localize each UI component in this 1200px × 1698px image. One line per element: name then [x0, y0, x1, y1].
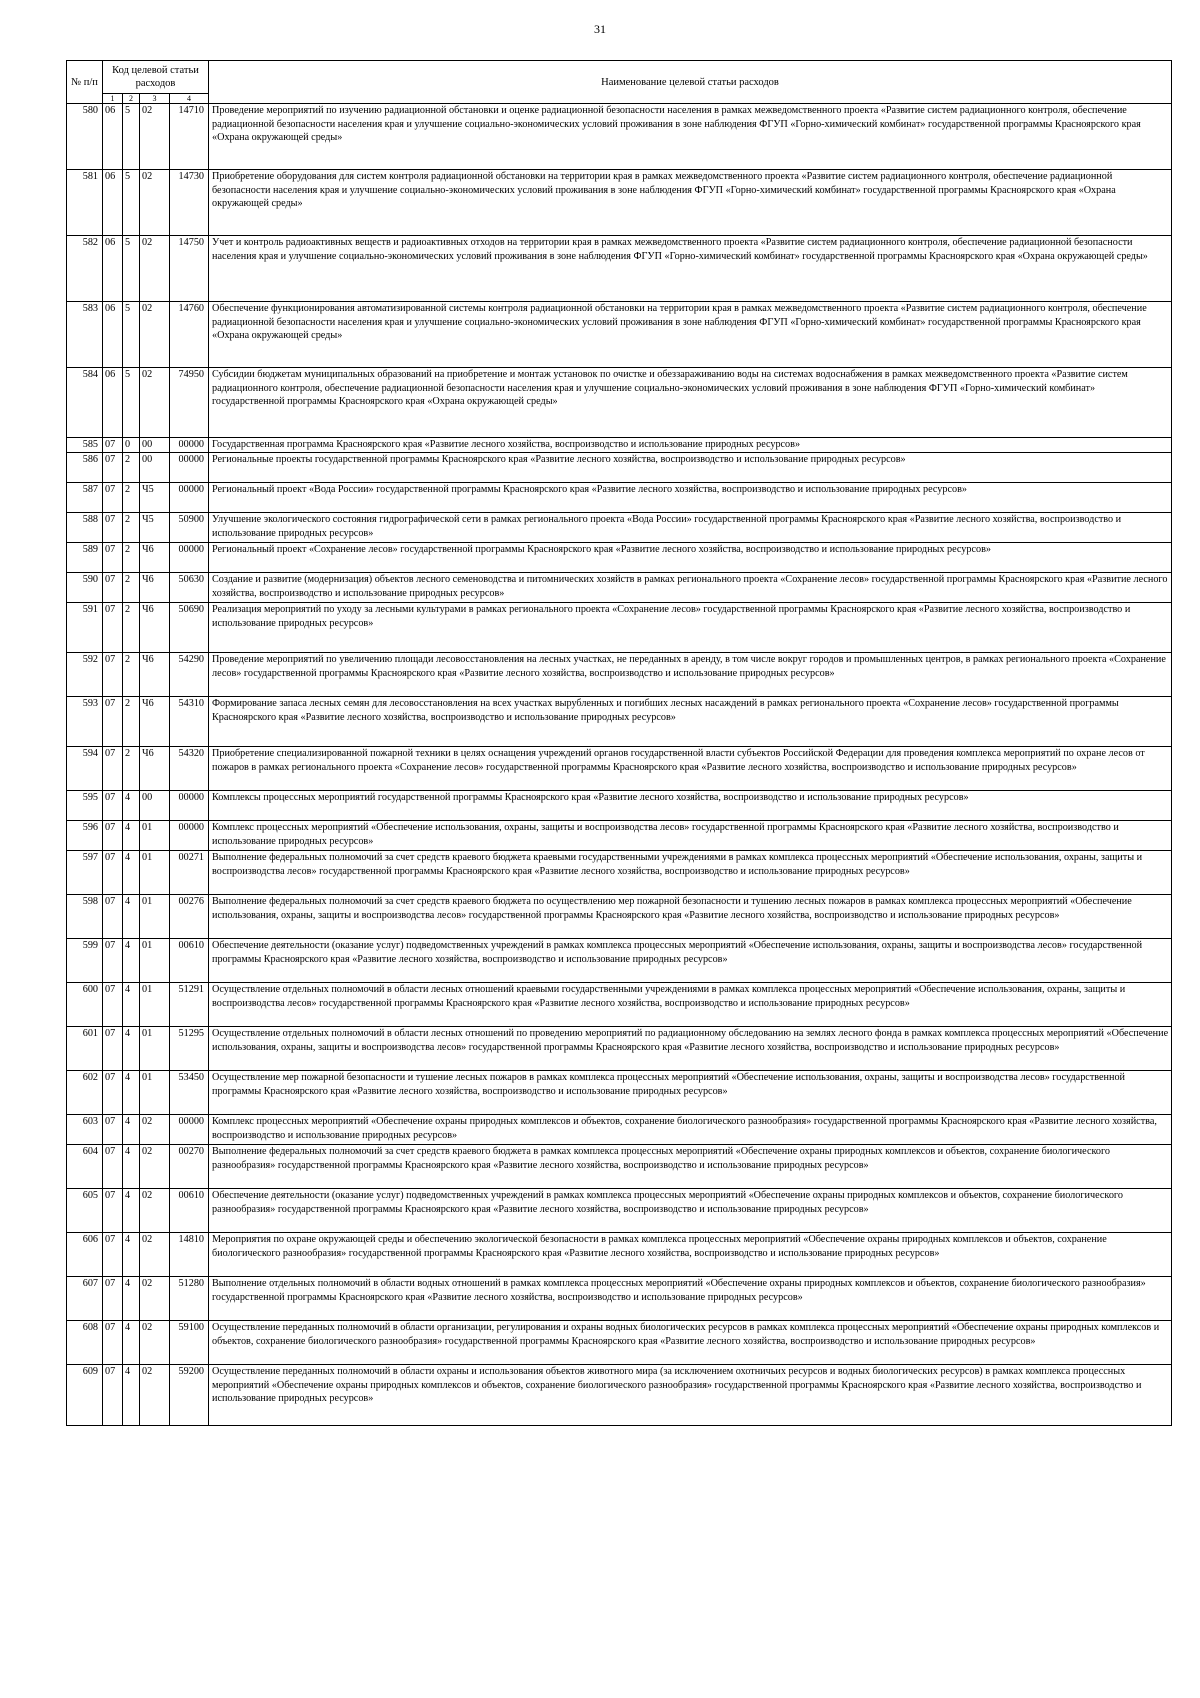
- code-direction-cell: 00000: [170, 1115, 209, 1145]
- article-name-cell: Реализация мероприятий по уходу за лесными культурами в рамках регионального проекта «Сохранение лесов» государственной программы Красноярского края «Развитие лесного хозяйства, воспроизводство и использование природных ресурсов»: [209, 603, 1172, 653]
- table-row: [67, 1233, 1172, 1277]
- code-subprogram-cell: 02: [140, 1277, 170, 1321]
- code-program-cell: 07: [103, 821, 123, 851]
- row-number-cell: 601: [67, 1027, 103, 1071]
- code-direction-cell: 14730: [170, 170, 209, 236]
- article-name-cell: Приобретение оборудования для систем контроля радиационной обстановки на территории края в рамках межведомственного проекта «Развитие систем радиационного контроля, обеспечение радиационной безопасности населения края и улучшение социально-экономических условий проживания в зоне наблюдения ФГУП «Горно-химический комбинат» государственной программы Красноярского края «Охрана окружающей среды»: [209, 170, 1172, 236]
- article-name-cell: Проведение мероприятий по увеличению площади лесовосстановления на лесных участках, не переданных в аренду, в том числе вокруг городов и промышленных центров, в рамках регионального проекта «Сохранение лесов» государственной программы Красноярского края «Развитие лесного хозяйства, воспроизводство и использование природных ресурсов»: [209, 653, 1172, 697]
- table-row: [67, 1145, 1172, 1189]
- code-subprogram-cell: Ч6: [140, 747, 170, 791]
- code-direction-cell: 00610: [170, 1189, 209, 1233]
- code-subprogram-cell: 02: [140, 1189, 170, 1233]
- code-program-cell: 07: [103, 1145, 123, 1189]
- page-number: 31: [594, 22, 606, 36]
- code-program-cell: 07: [103, 543, 123, 573]
- code-program-cell: 07: [103, 438, 123, 453]
- code-type-cell: 4: [123, 1189, 140, 1233]
- header-index-4: 4: [170, 94, 209, 104]
- code-program-cell: 07: [103, 1115, 123, 1145]
- code-type-cell: 4: [123, 1115, 140, 1145]
- table-row: [67, 453, 1172, 483]
- code-subprogram-cell: 01: [140, 983, 170, 1027]
- code-program-cell: 07: [103, 573, 123, 603]
- code-program-cell: 07: [103, 1071, 123, 1115]
- code-type-cell: 2: [123, 747, 140, 791]
- code-direction-cell: 00276: [170, 895, 209, 939]
- code-subprogram-cell: 01: [140, 1027, 170, 1071]
- header-code: Код целевой статьи расходов: [103, 61, 209, 94]
- row-number-cell: 587: [67, 483, 103, 513]
- code-type-cell: 2: [123, 513, 140, 543]
- code-type-cell: 4: [123, 791, 140, 821]
- code-program-cell: 07: [103, 483, 123, 513]
- row-number-cell: 602: [67, 1071, 103, 1115]
- row-number-cell: 589: [67, 543, 103, 573]
- row-number-cell: 591: [67, 603, 103, 653]
- code-subprogram-cell: 02: [140, 368, 170, 438]
- table-row: [67, 1189, 1172, 1233]
- table-row: [67, 851, 1172, 895]
- code-type-cell: 2: [123, 483, 140, 513]
- code-subprogram-cell: Ч5: [140, 513, 170, 543]
- code-subprogram-cell: 02: [140, 302, 170, 368]
- code-direction-cell: 00000: [170, 483, 209, 513]
- article-name-cell: Комплексы процессных мероприятий государственной программы Красноярского края «Развитие лесного хозяйства, воспроизводство и использование природных ресурсов»: [209, 791, 1172, 821]
- article-name-cell: Государственная программа Красноярского края «Развитие лесного хозяйства, воспроизводство и использование природных ресурсов»: [209, 438, 1172, 453]
- article-name-cell: Выполнение отдельных полномочий в области водных отношений в рамках комплекса процессных мероприятий «Обеспечение охраны природных комплексов и объектов, сохранение биологического разнообразия» государственной программы Красноярского края «Развитие лесного хозяйства, воспроизводство и использование природных ресурсов»: [209, 1277, 1172, 1321]
- row-number-cell: 598: [67, 895, 103, 939]
- code-direction-cell: 00610: [170, 939, 209, 983]
- table-row: [67, 821, 1172, 851]
- table-row: [67, 438, 1172, 453]
- code-direction-cell: 50630: [170, 573, 209, 603]
- code-direction-cell: 00000: [170, 543, 209, 573]
- header-index-1: 1: [103, 94, 123, 104]
- header-row-number: № п/п: [67, 61, 103, 104]
- code-type-cell: 5: [123, 236, 140, 302]
- table-row: [67, 513, 1172, 543]
- code-program-cell: 07: [103, 653, 123, 697]
- row-number-cell: 586: [67, 453, 103, 483]
- code-subprogram-cell: Ч6: [140, 653, 170, 697]
- table-row: [67, 1277, 1172, 1321]
- article-name-cell: Субсидии бюджетам муниципальных образований на приобретение и монтаж установок по очистке и обеззараживанию воды на системах водоснабжения в рамках межведомственного проекта «Развитие систем радиационного контроля, обеспечение радиационной безопасности населения края и улучшение социально-экономических условий проживания в зоне наблюдения ФГУП «Горно-химический комбинат» государственной программы Красноярского края «Охрана окружающей среды»: [209, 368, 1172, 438]
- code-program-cell: 07: [103, 1027, 123, 1071]
- code-subprogram-cell: 01: [140, 1071, 170, 1115]
- article-name-cell: Учет и контроль радиоактивных веществ и радиоактивных отходов на территории края в рамках межведомственного проекта «Развитие систем радиационного контроля, обеспечение радиационной безопасности населения края и улучшение социально-экономических условий проживания в зоне наблюдения ФГУП «Горно-химический комбинат» государственной программы Красноярского края «Охрана окружающей среды»: [209, 236, 1172, 302]
- code-type-cell: 4: [123, 895, 140, 939]
- article-name-cell: Создание и развитие (модернизация) объектов лесного семеноводства и питомнических хозяйств в рамках регионального проекта «Сохранение лесов» государственной программы Красноярского края «Развитие лесного хозяйства, воспроизводство и использование природных ресурсов»: [209, 573, 1172, 603]
- article-name-cell: Комплекс процессных мероприятий «Обеспечение охраны природных комплексов и объектов, сохранение биологического разнообразия» государственной программы Красноярского края «Развитие лесного хозяйства, воспроизводство и использование природных ресурсов»: [209, 1115, 1172, 1145]
- article-name-cell: Выполнение федеральных полномочий за счет средств краевого бюджета краевыми государственными учреждениями в рамках комплекса процессных мероприятий «Обеспечение использования, охраны, защиты и воспроизводства лесов» государственной программы Красноярского края «Развитие лесного хозяйства, воспроизводство и использование природных ресурсов»: [209, 851, 1172, 895]
- header-name: Наименование целевой статьи расходов: [209, 61, 1172, 104]
- code-type-cell: 2: [123, 697, 140, 747]
- code-type-cell: 2: [123, 653, 140, 697]
- code-subprogram-cell: 02: [140, 1115, 170, 1145]
- code-direction-cell: 50690: [170, 603, 209, 653]
- code-direction-cell: 51295: [170, 1027, 209, 1071]
- row-number-cell: 605: [67, 1189, 103, 1233]
- code-direction-cell: 54320: [170, 747, 209, 791]
- table-row: [67, 697, 1172, 747]
- code-type-cell: 4: [123, 1365, 140, 1426]
- code-direction-cell: 14810: [170, 1233, 209, 1277]
- code-program-cell: 07: [103, 791, 123, 821]
- code-subprogram-cell: Ч6: [140, 697, 170, 747]
- table-row: [67, 653, 1172, 697]
- code-direction-cell: 59100: [170, 1321, 209, 1365]
- code-program-cell: 07: [103, 1321, 123, 1365]
- code-type-cell: 4: [123, 1145, 140, 1189]
- article-name-cell: Региональный проект «Вода России» государственной программы Красноярского края «Развитие лесного хозяйства, воспроизводство и использование природных ресурсов»: [209, 483, 1172, 513]
- code-program-cell: 07: [103, 513, 123, 543]
- article-name-cell: Региональные проекты государственной программы Красноярского края «Развитие лесного хозяйства, воспроизводство и использование природных ресурсов»: [209, 453, 1172, 483]
- target-articles-table: [66, 60, 1172, 1426]
- table-row: [67, 1365, 1172, 1426]
- row-number-cell: 603: [67, 1115, 103, 1145]
- code-direction-cell: 59200: [170, 1365, 209, 1426]
- article-name-cell: Проведение мероприятий по изучению радиационной обстановки и оценке радиационной безопасности населения в рамках межведомственного проекта «Развитие систем радиационного контроля, обеспечение радиационной безопасности населения края и улучшение социально-экономических условий проживания в зоне наблюдения ФГУП «Горно-химический комбинат» государственной программы Красноярского края «Охрана окружающей среды»: [209, 104, 1172, 170]
- code-type-cell: 5: [123, 302, 140, 368]
- table-row: [67, 573, 1172, 603]
- code-direction-cell: 51291: [170, 983, 209, 1027]
- code-direction-cell: 74950: [170, 368, 209, 438]
- table-row: [67, 1321, 1172, 1365]
- code-subprogram-cell: 00: [140, 438, 170, 453]
- code-direction-cell: 00000: [170, 438, 209, 453]
- table-row: [67, 170, 1172, 236]
- code-type-cell: 5: [123, 368, 140, 438]
- article-name-cell: Мероприятия по охране окружающей среды и обеспечению экологической безопасности в рамках комплекса процессных мероприятий «Обеспечение охраны природных комплексов и объектов, сохранение биологического разнообразия» государственной программы Красноярского края «Развитие лесного хозяйства, воспроизводство и использование природных ресурсов»: [209, 1233, 1172, 1277]
- code-subprogram-cell: Ч6: [140, 603, 170, 653]
- code-type-cell: 4: [123, 1071, 140, 1115]
- header-index-3: 3: [140, 94, 170, 104]
- code-direction-cell: 54310: [170, 697, 209, 747]
- code-type-cell: 4: [123, 1233, 140, 1277]
- table-row: [67, 1115, 1172, 1145]
- table-row: [67, 368, 1172, 438]
- code-type-cell: 2: [123, 453, 140, 483]
- table-row: [67, 302, 1172, 368]
- row-number-cell: 592: [67, 653, 103, 697]
- code-program-cell: 06: [103, 170, 123, 236]
- code-subprogram-cell: Ч6: [140, 573, 170, 603]
- row-number-cell: 599: [67, 939, 103, 983]
- row-number-cell: 585: [67, 438, 103, 453]
- table-row: [67, 543, 1172, 573]
- table-row: [67, 1071, 1172, 1115]
- code-direction-cell: 00271: [170, 851, 209, 895]
- code-subprogram-cell: 01: [140, 821, 170, 851]
- row-number-cell: 600: [67, 983, 103, 1027]
- article-name-cell: Осуществление переданных полномочий в области организации, регулирования и охраны водных биологических ресурсов в рамках комплекса процессных мероприятий «Обеспечение охраны природных комплексов и объектов, сохранение биологического разнообразия» государственной программы Красноярского края «Развитие лесного хозяйства, воспроизводство и использование природных ресурсов»: [209, 1321, 1172, 1365]
- code-direction-cell: 00270: [170, 1145, 209, 1189]
- code-direction-cell: 14750: [170, 236, 209, 302]
- row-number-cell: 590: [67, 573, 103, 603]
- code-subprogram-cell: 00: [140, 791, 170, 821]
- header-index-2: 2: [123, 94, 140, 104]
- article-name-cell: Обеспечение функционирования автоматизированной системы контроля радиационной обстановки на территории края в рамках межведомственного проекта «Развитие систем радиационного контроля, обеспечение радиационной безопасности населения края и улучшение социально-экономических условий проживания в зоне наблюдения ФГУП «Горно-химический комбинат» государственной программы Красноярского края «Охрана окружающей среды»: [209, 302, 1172, 368]
- article-name-cell: Обеспечение деятельности (оказание услуг) подведомственных учреждений в рамках комплекса процессных мероприятий «Обеспечение использования, охраны, защиты и воспроизводства лесов» государственной программы Красноярского края «Развитие лесного хозяйства, воспроизводство и использование природных ресурсов»: [209, 939, 1172, 983]
- code-program-cell: 07: [103, 603, 123, 653]
- article-name-cell: Комплекс процессных мероприятий «Обеспечение использования, охраны, защиты и воспроизводства лесов» государственной программы Красноярского края «Развитие лесного хозяйства, воспроизводство и использование природных ресурсов»: [209, 821, 1172, 851]
- code-direction-cell: 14710: [170, 104, 209, 170]
- code-direction-cell: 00000: [170, 791, 209, 821]
- row-number-cell: 584: [67, 368, 103, 438]
- row-number-cell: 583: [67, 302, 103, 368]
- code-subprogram-cell: 01: [140, 895, 170, 939]
- code-direction-cell: 54290: [170, 653, 209, 697]
- table-header: [67, 61, 1172, 104]
- article-name-cell: Осуществление отдельных полномочий в области лесных отношений краевыми государственными учреждениями в рамках комплекса процессных мероприятий «Обеспечение использования, охраны, защиты и воспроизводства лесов» государственной программы Красноярского края «Развитие лесного хозяйства, воспроизводство и использование природных ресурсов»: [209, 983, 1172, 1027]
- table-row: [67, 104, 1172, 170]
- article-name-cell: Улучшение экологического состояния гидрографической сети в рамках регионального проекта «Вода России» государственной программы Красноярского края «Развитие лесного хозяйства, воспроизводство и использование природных ресурсов»: [209, 513, 1172, 543]
- code-program-cell: 07: [103, 895, 123, 939]
- table-row: [67, 895, 1172, 939]
- code-type-cell: 2: [123, 573, 140, 603]
- table-row: [67, 747, 1172, 791]
- code-direction-cell: 00000: [170, 453, 209, 483]
- code-subprogram-cell: 02: [140, 236, 170, 302]
- code-program-cell: 07: [103, 453, 123, 483]
- code-program-cell: 06: [103, 302, 123, 368]
- code-program-cell: 07: [103, 1277, 123, 1321]
- article-name-cell: Осуществление мер пожарной безопасности и тушение лесных пожаров в рамках комплекса процессных мероприятий «Обеспечение использования, охраны, защиты и воспроизводства лесов» государственной программы Красноярского края «Развитие лесного хозяйства, воспроизводство и использование природных ресурсов»: [209, 1071, 1172, 1115]
- row-number-cell: 608: [67, 1321, 103, 1365]
- row-number-cell: 582: [67, 236, 103, 302]
- row-number-cell: 597: [67, 851, 103, 895]
- code-direction-cell: 50900: [170, 513, 209, 543]
- code-program-cell: 07: [103, 697, 123, 747]
- code-type-cell: 5: [123, 170, 140, 236]
- row-number-cell: 595: [67, 791, 103, 821]
- code-type-cell: 4: [123, 939, 140, 983]
- code-subprogram-cell: 01: [140, 939, 170, 983]
- code-type-cell: 4: [123, 851, 140, 895]
- code-program-cell: 07: [103, 747, 123, 791]
- article-name-cell: Выполнение федеральных полномочий за счет средств краевого бюджета по осуществлению мер пожарной безопасности и тушению лесных пожаров в рамках комплекса процессных мероприятий «Обеспечение использования, охраны, защиты и воспроизводства лесов» государственной программы Красноярского края «Развитие лесного хозяйства, воспроизводство и использование природных ресурсов»: [209, 895, 1172, 939]
- code-type-cell: 4: [123, 821, 140, 851]
- code-direction-cell: 51280: [170, 1277, 209, 1321]
- row-number-cell: 581: [67, 170, 103, 236]
- code-program-cell: 07: [103, 1365, 123, 1426]
- article-name-cell: Осуществление отдельных полномочий в области лесных отношений по проведению мероприятий по радиационному обследованию на землях лесного фонда в рамках комплекса процессных мероприятий «Обеспечение использования, охраны, защиты и воспроизводства лесов» государственной программы Красноярского края «Развитие лесного хозяйства, воспроизводство и использование природных ресурсов»: [209, 1027, 1172, 1071]
- code-direction-cell: 53450: [170, 1071, 209, 1115]
- code-type-cell: 4: [123, 983, 140, 1027]
- code-program-cell: 06: [103, 104, 123, 170]
- code-program-cell: 07: [103, 939, 123, 983]
- code-subprogram-cell: 02: [140, 1233, 170, 1277]
- article-name-cell: Формирование запаса лесных семян для лесовосстановления на всех участках вырубленных и погибших лесных насаждений в рамках регионального проекта «Сохранение лесов» государственной программы Красноярского края «Развитие лесного хозяйства, воспроизводство и использование природных ресурсов»: [209, 697, 1172, 747]
- row-number-cell: 596: [67, 821, 103, 851]
- table-row: [67, 939, 1172, 983]
- code-type-cell: 4: [123, 1027, 140, 1071]
- code-subprogram-cell: Ч5: [140, 483, 170, 513]
- code-program-cell: 06: [103, 236, 123, 302]
- code-program-cell: 06: [103, 368, 123, 438]
- code-direction-cell: 00000: [170, 821, 209, 851]
- table-row: [67, 483, 1172, 513]
- code-subprogram-cell: Ч6: [140, 543, 170, 573]
- table-body: [67, 104, 1172, 1426]
- code-subprogram-cell: 00: [140, 453, 170, 483]
- code-program-cell: 07: [103, 851, 123, 895]
- table-row: [67, 791, 1172, 821]
- code-subprogram-cell: 02: [140, 1365, 170, 1426]
- row-number-cell: 604: [67, 1145, 103, 1189]
- table-row: [67, 983, 1172, 1027]
- table-row: [67, 1027, 1172, 1071]
- article-name-cell: Региональный проект «Сохранение лесов» государственной программы Красноярского края «Развитие лесного хозяйства, воспроизводство и использование природных ресурсов»: [209, 543, 1172, 573]
- code-subprogram-cell: 02: [140, 104, 170, 170]
- code-type-cell: 5: [123, 104, 140, 170]
- code-program-cell: 07: [103, 1189, 123, 1233]
- row-number-cell: 607: [67, 1277, 103, 1321]
- row-number-cell: 594: [67, 747, 103, 791]
- code-subprogram-cell: 02: [140, 170, 170, 236]
- article-name-cell: Обеспечение деятельности (оказание услуг) подведомственных учреждений в рамках комплекса процессных мероприятий «Обеспечение охраны природных комплексов и объектов, сохранение биологического разнообразия» государственной программы Красноярского края «Развитие лесного хозяйства, воспроизводство и использование природных ресурсов»: [209, 1189, 1172, 1233]
- row-number-cell: 580: [67, 104, 103, 170]
- code-subprogram-cell: 02: [140, 1321, 170, 1365]
- article-name-cell: Осуществление переданных полномочий в области охраны и использования объектов животного мира (за исключением охотничьих ресурсов и водных биологических ресурсов) в рамках комплекса процессных мероприятий «Обеспечение охраны природных комплексов и объектов, сохранение биологического разнообразия» государственной программы Красноярского края «Развитие лесного хозяйства, воспроизводство и использование природных ресурсов»: [209, 1365, 1172, 1426]
- table-row: [67, 236, 1172, 302]
- article-name-cell: Приобретение специализированной пожарной техники в целях оснащения учреждений органов государственной власти субъектов Российской Федерации для проведения комплекса мероприятий по охране лесов от пожаров в рамках регионального проекта «Сохранение лесов» государственной программы Красноярского края «Развитие лесного хозяйства, воспроизводство и использование природных ресурсов»: [209, 747, 1172, 791]
- code-subprogram-cell: 01: [140, 851, 170, 895]
- code-type-cell: 4: [123, 1277, 140, 1321]
- code-type-cell: 2: [123, 603, 140, 653]
- row-number-cell: 606: [67, 1233, 103, 1277]
- code-type-cell: 4: [123, 1321, 140, 1365]
- code-type-cell: 2: [123, 543, 140, 573]
- code-program-cell: 07: [103, 983, 123, 1027]
- code-direction-cell: 14760: [170, 302, 209, 368]
- row-number-cell: 588: [67, 513, 103, 543]
- code-program-cell: 07: [103, 1233, 123, 1277]
- code-type-cell: 0: [123, 438, 140, 453]
- article-name-cell: Выполнение федеральных полномочий за счет средств краевого бюджета в рамках комплекса процессных мероприятий «Обеспечение охраны природных комплексов и объектов, сохранение биологического разнообразия» государственной программы Красноярского края «Развитие лесного хозяйства, воспроизводство и использование природных ресурсов»: [209, 1145, 1172, 1189]
- code-subprogram-cell: 02: [140, 1145, 170, 1189]
- row-number-cell: 593: [67, 697, 103, 747]
- table-row: [67, 603, 1172, 653]
- row-number-cell: 609: [67, 1365, 103, 1426]
